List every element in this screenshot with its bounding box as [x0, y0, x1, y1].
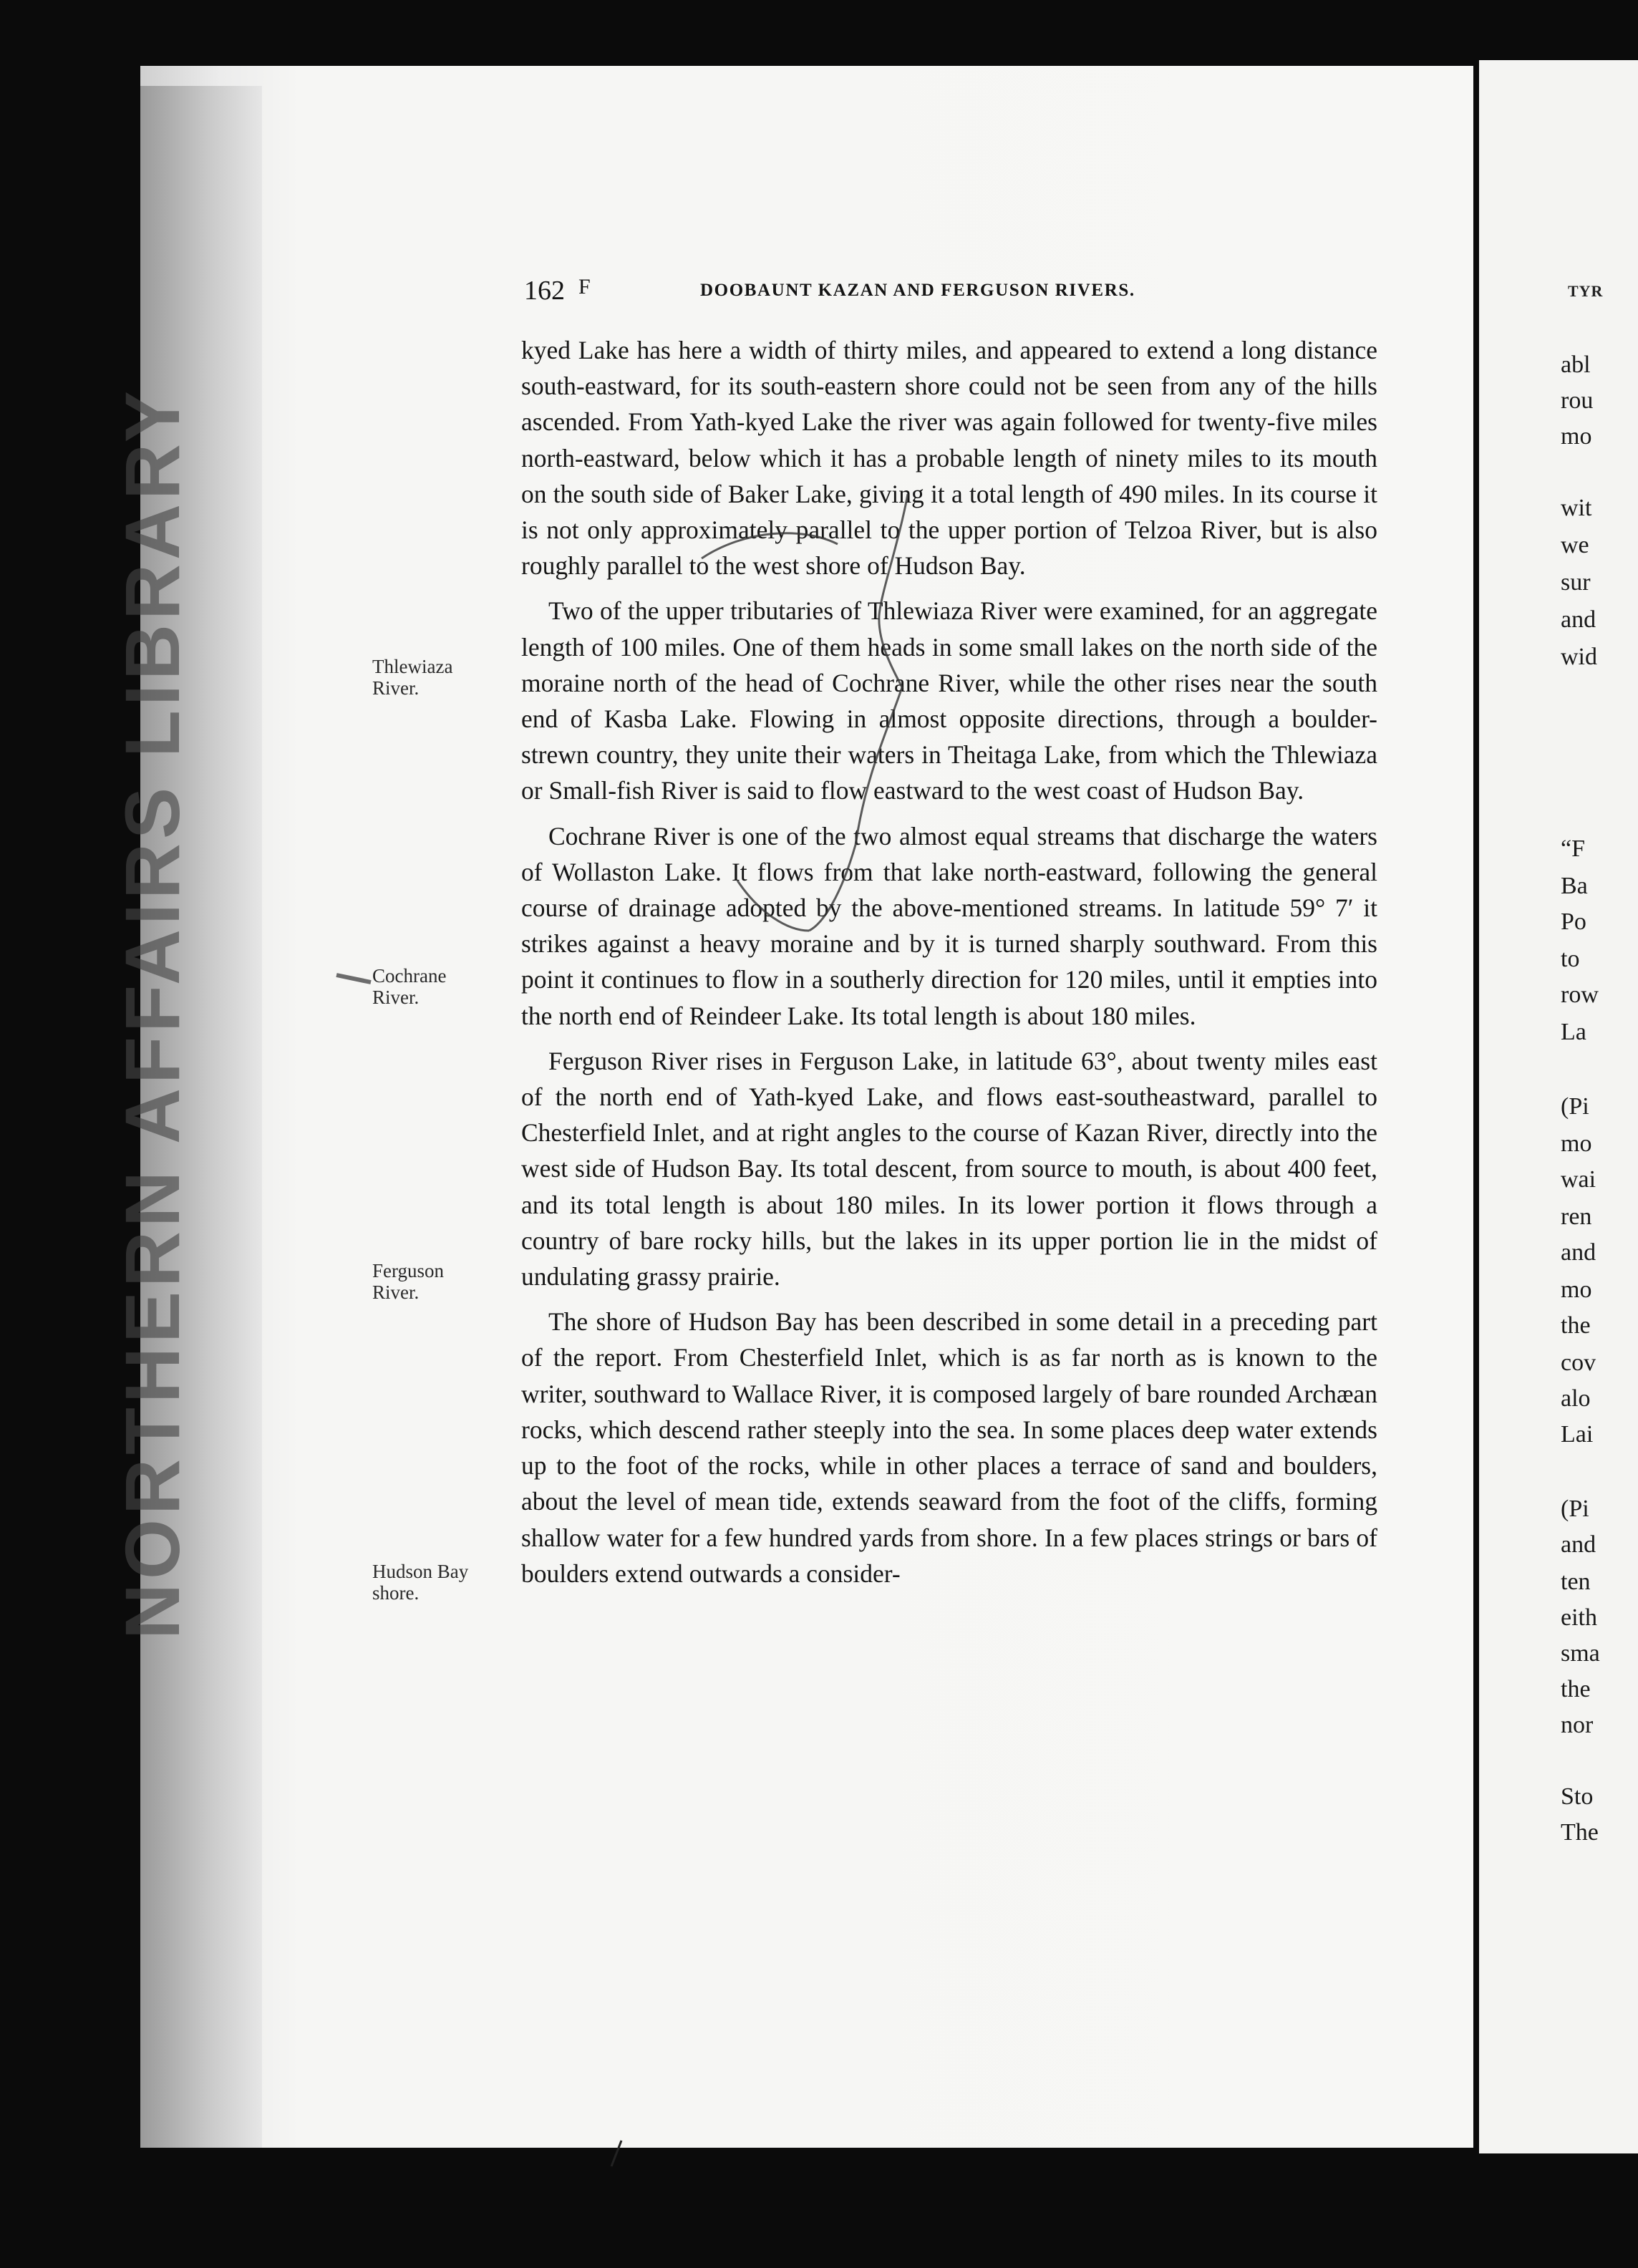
facing-page-line-fragment: row [1561, 982, 1599, 1008]
margin-note-ferguson: Ferguson River. [372, 1260, 445, 1303]
facing-page-line-fragment: alo [1561, 1385, 1591, 1412]
facing-page-line-fragment: and [1561, 606, 1596, 633]
facing-page-line-fragment: The [1561, 1819, 1599, 1846]
facing-page-header: TYR [1568, 282, 1604, 300]
facing-page-line-fragment: wit [1561, 495, 1592, 521]
facing-page-line-fragment: nor [1561, 1712, 1594, 1738]
paragraph: Cochrane River is one of the two almost equal streams that discharge the waters of Wollaston Lake. It flows from that lake north-eastward, following the general course of drainage adopted by the above-mentioned streams. In latitude 59° 7′ it strikes against a heavy moraine and by it is turned sharply southward. From this point it continues to flow in a southerly direction for 120 miles, until it empties into the north end of Reindeer Lake. Its total length is about 180 miles. [521, 821, 1377, 1030]
facing-page-line-fragment: the [1561, 1312, 1591, 1339]
paragraph: Two of the upper tributaries of Thlewiaza River were examined, for an aggregate length of 100 miles. One of them heads in some small lakes on the north side of the moraine north of the head of Cochrane River, while the other rises near the south end of Kasba Lake. Flowing in almost opposite directions, through a boulder-strewn country, they unite their waters in Theitaga Lake, from which the Thlewiaza or Small-fish River is said to flow eastward to the west coast of Hudson Bay. [521, 596, 1377, 805]
facing-page-line-fragment: Sto [1561, 1783, 1594, 1810]
facing-page-line-fragment: sma [1561, 1640, 1600, 1667]
facing-page-line-fragment: rou [1561, 387, 1594, 414]
margin-note-thlewiaza: Thlewiaza River. [372, 656, 453, 699]
facing-page-line-fragment: Po [1561, 908, 1586, 935]
facing-page-line-fragment: ten [1561, 1569, 1591, 1595]
facing-page-line-fragment: mo [1561, 1276, 1592, 1303]
paragraph: kyed Lake has here a width of thirty miles, and appeared to extend a long distance south-eastward, for its south-eastern shore could not be seen from any of the hills ascended. From Yath-kyed Lake the river was again followed for twenty-five miles north-eastward, below which it has a probable length of ninety miles to its mouth on the south side of Baker Lake, giving it a total length of 490 miles. In its course it is not only approximately parallel to the upper portion of Telzoa River, but is also roughly parallel to the west shore of Hudson Bay. [521, 336, 1377, 581]
facing-page-line-fragment: “F [1561, 835, 1585, 862]
facing-page-line-fragment: the [1561, 1676, 1591, 1702]
facing-page-line-fragment: sur [1561, 569, 1591, 596]
margin-note-hudson-bay: Hudson Bay shore. [372, 1561, 469, 1604]
facing-page-line-fragment: to [1561, 946, 1580, 972]
page-mark: F [578, 275, 591, 299]
running-title: DOOBAUNT KAZAN AND FERGUSON RIVERS. [700, 281, 1135, 300]
facing-page-line-fragment: cov [1561, 1349, 1596, 1376]
facing-page-line-fragment: eith [1561, 1604, 1597, 1631]
margin-note-cochrane: Cochrane River. [372, 965, 447, 1008]
facing-page-line-fragment: La [1561, 1019, 1586, 1045]
facing-page-line-fragment: we [1561, 532, 1589, 558]
paragraph: The shore of Hudson Bay has been described in some detail in a preceding part of the report. From Chesterfield Inlet, which is as far north as is known to the writer, southward to Wallace River, it is composed largely of bare rounded Archæan rocks, which descend rather steeply into the sea. In some places deep water extends up to the foot of the rocks, while in other places a terrace of sand and boulders, about the level of mean tide, extends seaward from the foot of the cliffs, forming shallow water for a few hundred yards from shore. In a few places strings or bars of boulders extend outwards a consider- [521, 1307, 1377, 1588]
facing-page-line-fragment: and [1561, 1531, 1596, 1558]
facing-page-line-fragment: abl [1561, 352, 1591, 378]
facing-page-line-fragment: Lai [1561, 1421, 1594, 1448]
facing-page-line-fragment: ren [1561, 1203, 1592, 1230]
facing-page-line-fragment: wid [1561, 644, 1597, 670]
facing-page-line-fragment: mo [1561, 423, 1592, 450]
facing-page-line-fragment: (Pi [1561, 1093, 1589, 1120]
facing-page-line-fragment: (Pi [1561, 1496, 1589, 1522]
paragraph: Ferguson River rises in Ferguson Lake, in latitude 63°, about twenty miles east of the north end of Yath-kyed Lake, and flows east-southeastward, parallel to Chesterfield Inlet, and at right angles to the course of Kazan River, directly into the west side of Hudson Bay. Its total descent, from source to mouth, is about 400 feet, and its total length is about 180 miles. In its lower portion it flows through a country of bare rocky hills, but the lakes in its upper portion lie in the midst of undulating grassy prairie. [521, 1046, 1377, 1292]
facing-page-line-fragment: mo [1561, 1130, 1592, 1157]
facing-page-line-fragment: Ba [1561, 873, 1588, 899]
facing-page-line-fragment: wai [1561, 1166, 1596, 1193]
library-stamp: NORTHERN AFFAIRS LIBRARY [109, 387, 195, 1639]
facing-page-line-fragment: and [1561, 1239, 1596, 1266]
page-number: 162 [524, 276, 565, 306]
